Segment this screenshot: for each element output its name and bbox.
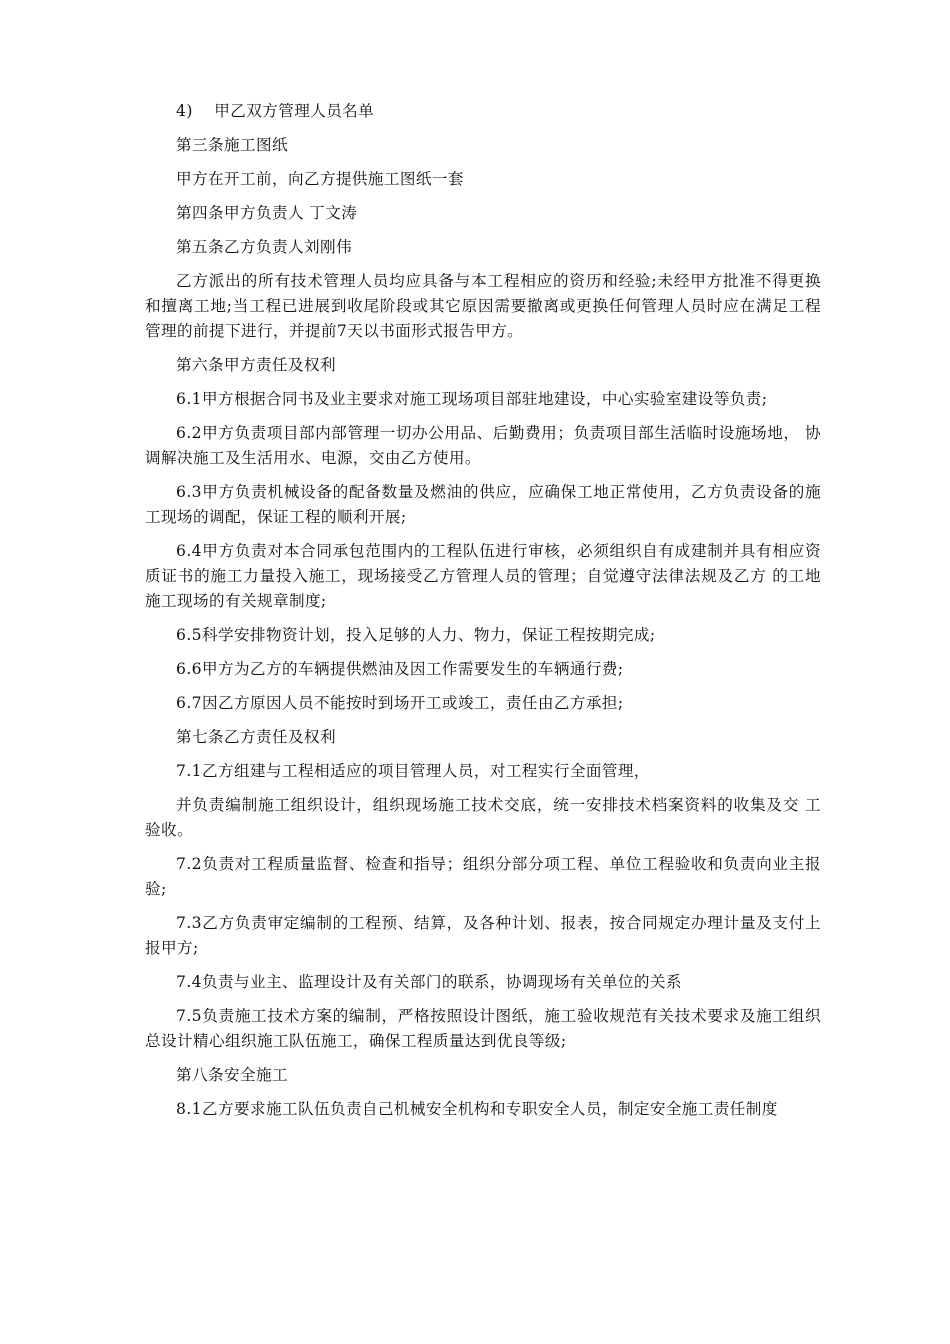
clause-6-3: 6.3甲方负责机械设备的配备数量及燃油的供应，应确保工地正常使用，乙方负责设备的施工现场的调配，保证工程的顺利开展; — [145, 483, 821, 526]
clause-7-5: 7.5负责施工技术方案的编制，严格按照设计图纸，施工验收规范有关技术要求及施工组织总设计精心组织施工队伍施工，确保工程质量达到优良等级; — [145, 1007, 821, 1050]
article-6-heading: 第六条甲方责任及权利 — [176, 356, 336, 374]
document-body — [145, 99, 821, 1131]
clause-7-1-continued: 并负责编制施工组织设计，组织现场施工技术交底，统一安排技术档案资料的收集及交 工验收。 — [145, 796, 821, 839]
article-7-heading: 第七条乙方责任及权利 — [176, 728, 336, 746]
clause-6-4: 6.4甲方负责对本合同承包范围内的工程队伍进行审核，必须组织自有成建制并具有相应资质证书的施工力量投入施工，现场接受乙方管理人员的管理；自觉遵守法律法规及乙方 的工地施工现场的有关规章制度; — [145, 542, 821, 610]
article-4-heading: 第四条甲方负责人 丁文涛 — [176, 204, 358, 222]
clause-7-4: 7.4负责与业主、监理设计及有关部门的联系，协调现场有关单位的关系 — [176, 973, 682, 991]
article-3-heading: 第三条施工图纸 — [176, 136, 288, 154]
clause-6-2: 6.2甲方负责项目部内部管理一切办公用品、后勤费用；负责项目部生活临时设施场地， 协调解决施工及生活用水、电源，交由乙方使用。 — [145, 424, 821, 467]
clause-7-2: 7.2负责对工程质量监督、检查和指导；组织分部分项工程、单位工程验收和负责向业主报验; — [145, 855, 821, 898]
clause-6-1: 6.1甲方根据合同书及业主要求对施工现场项目部驻地建设，中心实验室建设等负责; — [176, 390, 768, 408]
clause-6-7: 6.7因乙方原因人员不能按时到场开工或竣工，责任由乙方承担; — [176, 694, 624, 712]
clause-8-1: 8.1乙方要求施工队伍负责自己机械安全机构和专职安全人员，制定安全施工责任制度 — [176, 1100, 778, 1118]
paragraph: 乙方派出的所有技术管理人员均应具备与本工程相应的资历和经验;未经甲方批准不得更换和擅离工地;当工程已进展到收尾阶段或其它原因需要撤离或更换任何管理人员时应在满足工程管理的前提下进行，并提前7天以书面形式报告甲方。 — [145, 272, 821, 340]
paragraph: 甲方在开工前，向乙方提供施工图纸一套 — [176, 170, 464, 188]
clause-6-6: 6.6甲方为乙方的车辆提供燃油及因工作需要发生的车辆通行费; — [176, 660, 624, 678]
clause-7-3: 7.3乙方负责审定编制的工程预、结算，及各种计划、报表，按合同规定办理计量及支付上报甲方; — [145, 914, 821, 957]
article-8-heading: 第八条安全施工 — [176, 1066, 288, 1084]
article-5-heading: 第五条乙方负责人刘刚伟 — [176, 238, 352, 256]
clause-7-1: 7.1乙方组建与工程相适应的项目管理人员，对工程实行全面管理， — [176, 762, 650, 780]
clause-6-5: 6.5科学安排物资计划，投入足够的人力、物力，保证工程按期完成; — [176, 626, 656, 644]
list-item-management-roster: 4) 甲乙双方管理人员名单 — [176, 102, 375, 120]
